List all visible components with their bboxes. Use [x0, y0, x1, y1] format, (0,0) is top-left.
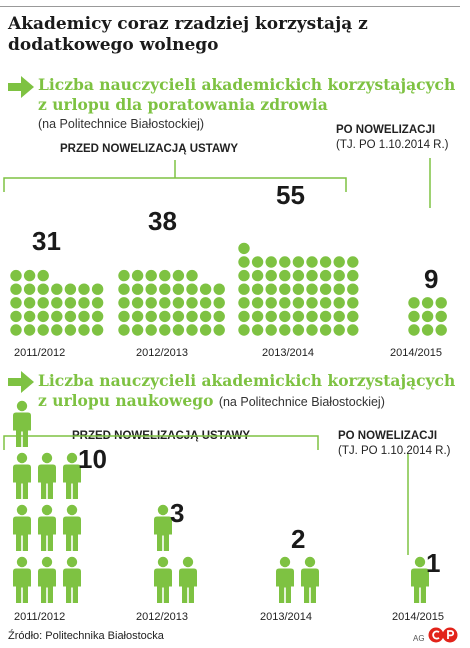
dot-mark — [266, 324, 277, 335]
dot-mark — [159, 270, 170, 281]
dot-mark — [146, 270, 157, 281]
dot-mark — [252, 324, 263, 335]
dot-mark — [422, 297, 433, 308]
dot-mark — [200, 284, 211, 295]
dot-mark — [334, 311, 345, 322]
dot-mark — [293, 324, 304, 335]
s1-value-label-2: 55 — [276, 180, 305, 210]
dot-mark — [320, 284, 331, 295]
s2-after-sub: (TJ. PO 1.10.2014 R.) — [338, 445, 451, 457]
dot-mark — [146, 284, 157, 295]
s2-year-3: 2014/2015 — [392, 611, 444, 623]
dot-mark — [65, 284, 76, 295]
s1-before-label: PRZED NOWELIZACJĄ USTAWY — [60, 143, 239, 155]
s2-year-1: 2012/2013 — [136, 611, 188, 623]
dot-mark — [436, 297, 447, 308]
dot-mark — [159, 297, 170, 308]
dot-mark — [173, 324, 184, 335]
s1-after-label: PO NOWELIZACJI — [336, 124, 436, 136]
person-mark — [154, 557, 172, 603]
person-mark — [38, 505, 56, 551]
dot-mark — [65, 297, 76, 308]
dot-mark — [214, 324, 225, 335]
s2-after-label: PO NOWELIZACJI — [338, 430, 438, 442]
dot-mark — [65, 311, 76, 322]
headline: Akademicy coraz rzadziej korzystają z dodatkowego wolnego — [8, 14, 368, 55]
person-mark — [179, 557, 197, 603]
dot-mark — [266, 256, 277, 267]
source-note: Źródło: Politechnika Białostocka — [8, 630, 164, 642]
person-mark — [63, 557, 81, 603]
section2-subtitle: (na Politechnice Białostockiej) — [218, 395, 385, 409]
dot-mark — [347, 284, 358, 295]
dot-mark — [306, 270, 317, 281]
dot-mark — [347, 256, 358, 267]
person-mark — [13, 401, 31, 447]
dot-mark — [78, 311, 89, 322]
s1-after-sub: (TJ. PO 1.10.2014 R.) — [336, 139, 449, 151]
dot-mark — [408, 311, 419, 322]
dot-mark — [24, 297, 35, 308]
dot-mark — [118, 324, 129, 335]
dot-mark — [252, 311, 263, 322]
dot-mark — [24, 284, 35, 295]
person-mark — [38, 453, 56, 499]
s1-year-3: 2014/2015 — [390, 347, 442, 359]
s2-value-label-3: 1 — [426, 548, 441, 578]
s2-value-label-0: 10 — [78, 444, 107, 474]
dot-mark — [334, 297, 345, 308]
s2-value-label-1: 3 — [170, 498, 185, 528]
dot-mark — [252, 284, 263, 295]
s1-value-label-3: 9 — [424, 264, 439, 294]
dot-mark — [238, 270, 249, 281]
section1-title: Liczba nauczycieli akademickich korzystających z urlopu dla poratowania zdrowia — [38, 75, 456, 114]
s1-value-label-1: 38 — [148, 206, 177, 236]
dot-mark — [132, 311, 143, 322]
dot-mark — [173, 311, 184, 322]
dot-mark — [320, 324, 331, 335]
dot-mark — [65, 324, 76, 335]
dot-mark — [146, 324, 157, 335]
dot-mark — [279, 270, 290, 281]
dot-mark — [10, 284, 21, 295]
dot-mark — [293, 284, 304, 295]
s1-year-1: 2012/2013 — [136, 347, 188, 359]
dot-mark — [159, 311, 170, 322]
dot-mark — [279, 324, 290, 335]
dot-mark — [320, 270, 331, 281]
dot-mark — [200, 324, 211, 335]
dot-mark — [186, 297, 197, 308]
dot-mark — [347, 297, 358, 308]
arrow-right-icon — [8, 76, 34, 98]
dot-mark — [334, 324, 345, 335]
dot-mark — [146, 297, 157, 308]
author-credit: AG — [413, 634, 425, 643]
dot-mark — [24, 311, 35, 322]
dot-mark — [118, 270, 129, 281]
dot-mark — [306, 284, 317, 295]
dot-mark — [38, 311, 49, 322]
person-mark — [301, 557, 319, 603]
dot-mark — [266, 311, 277, 322]
dot-mark — [238, 297, 249, 308]
dot-mark — [38, 297, 49, 308]
dot-mark — [279, 311, 290, 322]
section2-title — [38, 371, 463, 412]
dot-mark — [347, 270, 358, 281]
dot-mark — [320, 256, 331, 267]
dot-mark — [24, 270, 35, 281]
dot-mark — [436, 311, 447, 322]
dot-mark — [422, 324, 433, 335]
dot-mark — [38, 270, 49, 281]
dot-mark — [408, 324, 419, 335]
dot-mark — [266, 284, 277, 295]
dot-mark — [252, 270, 263, 281]
s1-year-2: 2013/2014 — [262, 347, 314, 359]
dot-mark — [214, 284, 225, 295]
dot-mark — [186, 311, 197, 322]
dot-mark — [436, 324, 447, 335]
dot-mark — [279, 297, 290, 308]
dot-mark — [38, 324, 49, 335]
dot-mark — [159, 324, 170, 335]
dot-mark — [10, 324, 21, 335]
dot-mark — [159, 284, 170, 295]
dot-mark — [92, 284, 103, 295]
dot-mark — [10, 270, 21, 281]
top-rule — [0, 6, 460, 7]
dot-mark — [293, 297, 304, 308]
dot-mark — [118, 311, 129, 322]
section2-title-text: Liczba nauczycieli akademickich korzystających z urlopu naukowego — [38, 371, 456, 410]
dot-mark — [186, 284, 197, 295]
s2-person-chart — [0, 440, 470, 610]
s2-before-label: PRZED NOWELIZACJĄ USTAWY — [72, 430, 251, 442]
dot-mark — [238, 284, 249, 295]
dot-mark — [320, 311, 331, 322]
s2-year-2: 2013/2014 — [260, 611, 312, 623]
dot-mark — [92, 324, 103, 335]
dot-mark — [186, 324, 197, 335]
person-mark — [13, 453, 31, 499]
dot-mark — [334, 284, 345, 295]
dot-mark — [422, 311, 433, 322]
s1-dot-chart — [0, 150, 470, 340]
arrow-right-icon — [8, 371, 34, 393]
dot-mark — [24, 324, 35, 335]
dot-mark — [132, 297, 143, 308]
dot-mark — [132, 324, 143, 335]
dot-mark — [132, 270, 143, 281]
dot-mark — [38, 284, 49, 295]
dot-mark — [238, 324, 249, 335]
section1-subtitle: (na Politechnice Białostockiej) — [38, 117, 205, 131]
dot-mark — [334, 270, 345, 281]
person-mark — [38, 557, 56, 603]
dot-mark — [266, 297, 277, 308]
dot-mark — [293, 270, 304, 281]
dot-mark — [10, 311, 21, 322]
dot-mark — [347, 324, 358, 335]
dot-mark — [173, 270, 184, 281]
dot-mark — [78, 284, 89, 295]
dot-mark — [186, 270, 197, 281]
dot-mark — [238, 311, 249, 322]
dot-mark — [78, 297, 89, 308]
dot-mark — [132, 284, 143, 295]
dot-mark — [279, 284, 290, 295]
dot-mark — [320, 297, 331, 308]
dot-mark — [306, 311, 317, 322]
dot-mark — [51, 297, 62, 308]
dot-mark — [173, 284, 184, 295]
dot-mark — [200, 297, 211, 308]
s1-value-label-0: 31 — [32, 226, 61, 256]
dot-mark — [200, 311, 211, 322]
dot-mark — [214, 311, 225, 322]
dot-mark — [306, 324, 317, 335]
dot-mark — [238, 243, 249, 254]
dot-mark — [279, 256, 290, 267]
dot-mark — [51, 311, 62, 322]
person-mark — [13, 505, 31, 551]
dot-mark — [252, 297, 263, 308]
dot-mark — [334, 256, 345, 267]
dot-mark — [293, 256, 304, 267]
dot-mark — [51, 284, 62, 295]
dot-mark — [238, 256, 249, 267]
cp-logo-icon — [428, 627, 458, 643]
dot-mark — [293, 311, 304, 322]
dot-mark — [306, 256, 317, 267]
dot-mark — [252, 256, 263, 267]
person-mark — [13, 557, 31, 603]
dot-mark — [173, 297, 184, 308]
dot-mark — [92, 297, 103, 308]
dot-mark — [306, 297, 317, 308]
dot-mark — [118, 284, 129, 295]
s1-year-0: 2011/2012 — [14, 347, 66, 359]
person-mark — [63, 505, 81, 551]
dot-mark — [347, 311, 358, 322]
dot-mark — [10, 297, 21, 308]
person-mark — [276, 557, 294, 603]
dot-mark — [146, 311, 157, 322]
dot-mark — [214, 297, 225, 308]
s2-year-0: 2011/2012 — [14, 611, 66, 623]
s2-value-label-2: 2 — [291, 524, 306, 554]
dot-mark — [92, 311, 103, 322]
dot-mark — [51, 324, 62, 335]
dot-mark — [408, 297, 419, 308]
dot-mark — [266, 270, 277, 281]
dot-mark — [78, 324, 89, 335]
dot-mark — [118, 297, 129, 308]
